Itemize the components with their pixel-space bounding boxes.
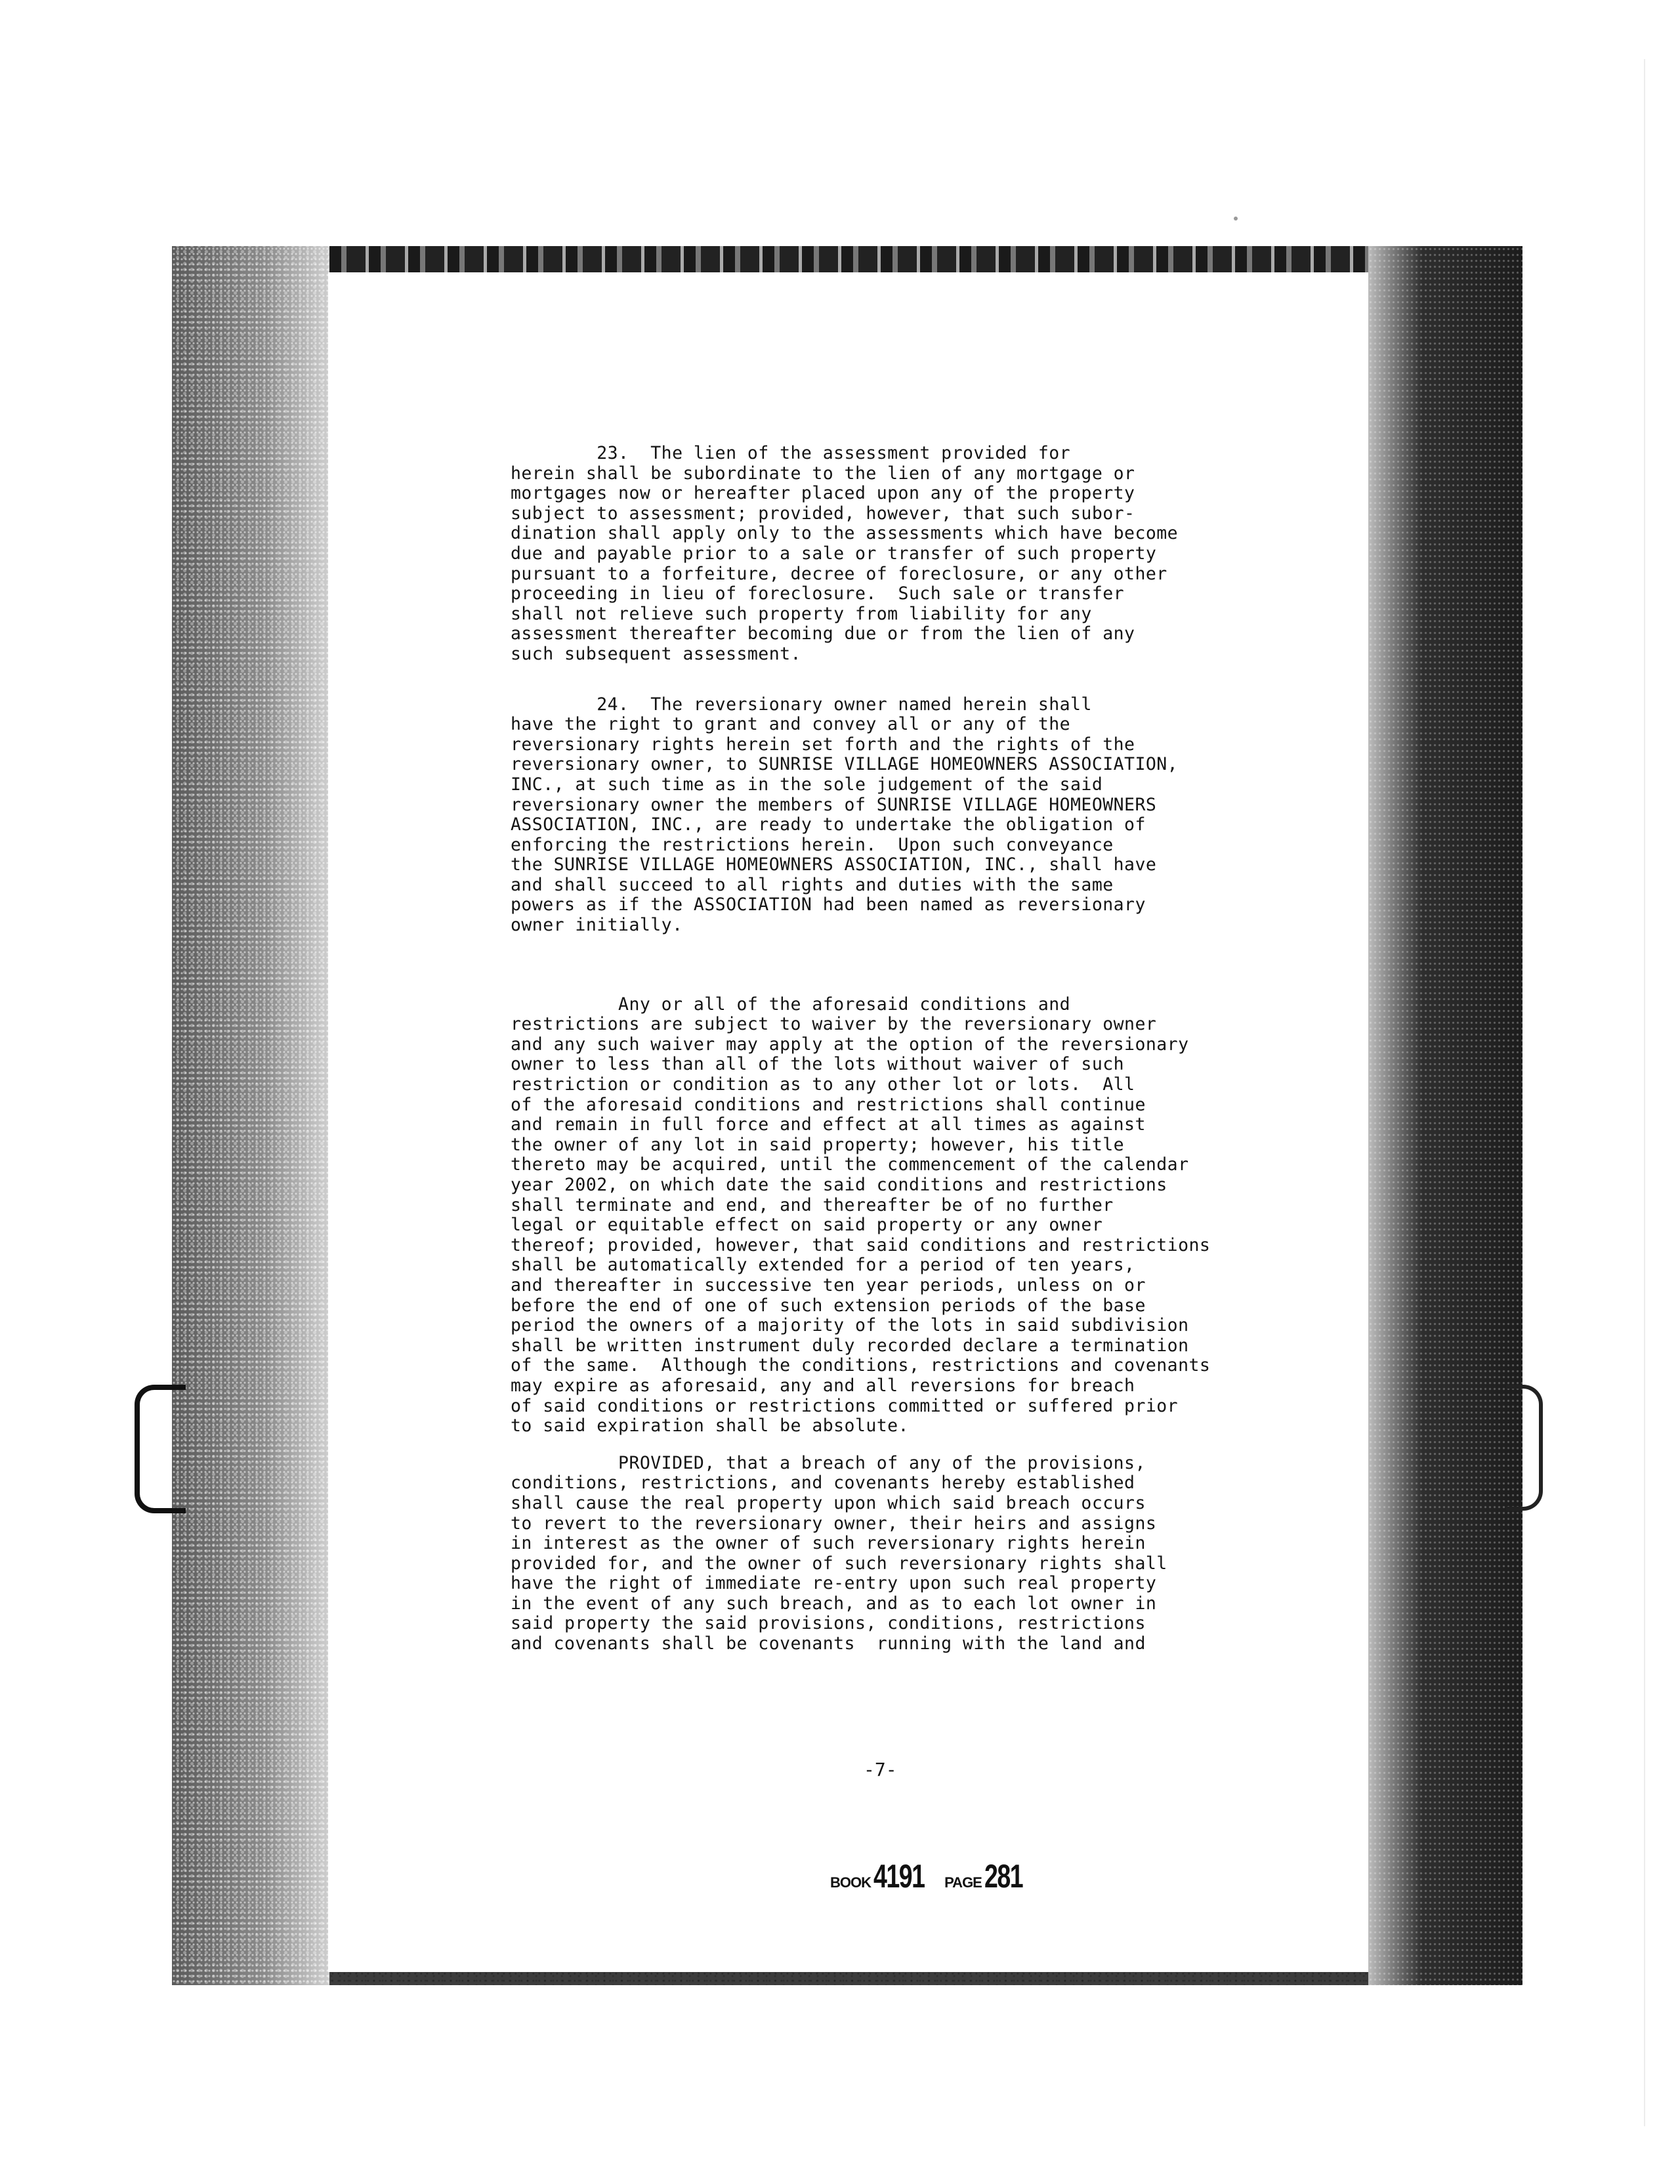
text-line: shall be automatically extended for a period of ten years,	[511, 1255, 1135, 1276]
text-line: in interest as the owner of such reversionary rights herein	[511, 1533, 1146, 1554]
page-number: -7-	[864, 1759, 897, 1780]
text-line: owner initially.	[511, 915, 683, 936]
text-line: may expire as aforesaid, any and all reversions for breach	[511, 1375, 1135, 1396]
document-body	[511, 444, 1344, 1654]
text-line: and remain in full force and effect at all times as against	[511, 1114, 1146, 1135]
text-line: thereto may be acquired, until the commencement of the calendar	[511, 1154, 1189, 1175]
text-line: due and payable prior to a sale or transfer of such property	[511, 543, 1157, 564]
text-line: shall terminate and end, and thereafter be of no further	[511, 1194, 1114, 1215]
text-line: shall cause the real property upon which said breach occurs	[511, 1492, 1146, 1513]
text-line: reversionary rights herein set forth and the rights of the	[511, 734, 1135, 755]
text-line: restrictions are subject to waiver by the reversionary owner	[511, 1014, 1157, 1035]
text-line: mortgages now or hereafter placed upon any of the property	[511, 483, 1135, 504]
scan-shadow-left	[172, 246, 329, 1985]
text-line: and any such waiver may apply at the option of the reversionary	[511, 1034, 1189, 1055]
text-line: conditions, restrictions, and covenants hereby established	[511, 1473, 1135, 1494]
text-line: powers as if the ASSOCIATION had been named as reversionary	[511, 894, 1146, 915]
text-line: 24. The reversionary owner named herein shall	[511, 694, 1092, 715]
text-line: 23. The lien of the assessment provided for	[511, 443, 1071, 463]
text-line: assessment thereafter becoming due or from the lien of any	[511, 623, 1135, 644]
scan-shadow-right	[1368, 246, 1522, 1985]
book-page-stamp	[830, 1857, 1036, 1895]
page-label: PAGE	[944, 1874, 982, 1891]
text-line: period the owners of a majority of the lots in said subdivision	[511, 1315, 1189, 1336]
text-line: of said conditions or restrictions committed or suffered prior	[511, 1395, 1179, 1416]
text-line: and thereafter in successive ten year periods, unless on or	[511, 1274, 1146, 1295]
text-line: Any or all of the aforesaid conditions and	[511, 994, 1071, 1015]
text-line: subject to assessment; provided, however, that such subor-	[511, 503, 1135, 524]
text-line: before the end of one of such extension periods of the base	[511, 1295, 1146, 1316]
text-line: and shall succeed to all rights and duties with the same	[511, 874, 1114, 895]
text-line: the owner of any lot in said property; however, his title	[511, 1134, 1125, 1155]
paragraph-23	[511, 444, 1344, 665]
text-line: INC., at such time as in the sole judgement of the said	[511, 774, 1103, 795]
text-line: enforcing the restrictions herein. Upon such conveyance	[511, 834, 1114, 855]
text-line: proceeding in lieu of foreclosure. Such sale or transfer	[511, 583, 1125, 604]
binding-bracket-left	[135, 1385, 186, 1513]
text-line: legal or equitable effect on said property or any owner	[511, 1215, 1103, 1236]
paragraph-waiver	[511, 995, 1344, 1437]
text-line: have the right of immediate re-entry upon such real property	[511, 1573, 1157, 1594]
text-line: of the same. Although the conditions, restrictions and covenants	[511, 1355, 1211, 1376]
text-line: PROVIDED, that a breach of any of the provisions,	[511, 1452, 1146, 1473]
text-line: owner to less than all of the lots without waiver of such	[511, 1054, 1125, 1075]
text-line: the SUNRISE VILLAGE HOMEOWNERS ASSOCIATION, INC., shall have	[511, 854, 1157, 875]
text-line: shall be written instrument duly recorded declare a termination	[511, 1335, 1189, 1356]
text-line: have the right to grant and convey all or any of the	[511, 714, 1071, 735]
text-line: reversionary owner, to SUNRISE VILLAGE HOMEOWNERS ASSOCIATION,	[511, 754, 1179, 775]
text-line: herein shall be subordinate to the lien of any mortgage or	[511, 463, 1135, 484]
text-line: in the event of any such breach, and as to each lot owner in	[511, 1593, 1157, 1614]
text-line: year 2002, on which date the said conditions and restrictions	[511, 1175, 1167, 1195]
text-line: dination shall apply only to the assessments which have become	[511, 523, 1179, 544]
text-line: of the aforesaid conditions and restrictions shall continue	[511, 1094, 1146, 1115]
text-line: said property the said provisions, conditions, restrictions	[511, 1613, 1146, 1634]
book-number: 4191	[873, 1858, 925, 1895]
scan-edge-line	[1644, 59, 1645, 2126]
text-line: such subsequent assessment.	[511, 643, 801, 664]
text-line: provided for, and the owner of such reversionary rights shall	[511, 1553, 1167, 1574]
text-line: to revert to the reversionary owner, their heirs and assigns	[511, 1513, 1157, 1534]
text-line: pursuant to a forfeiture, decree of foreclosure, or any other	[511, 563, 1167, 584]
text-line: ASSOCIATION, INC., are ready to undertake the obligation of	[511, 814, 1146, 835]
text-line: thereof; provided, however, that said conditions and restrictions	[511, 1234, 1211, 1255]
binding-bracket-right	[1506, 1385, 1543, 1511]
text-line: and covenants shall be covenants running with the land and	[511, 1633, 1146, 1654]
scan-speck	[1234, 217, 1238, 220]
text-line: to said expiration shall be absolute.	[511, 1416, 909, 1437]
paragraph-24	[511, 695, 1344, 936]
text-line: shall not relieve such property from liability for any	[511, 603, 1092, 624]
text-line: restriction or condition as to any other lot or lots. All	[511, 1074, 1135, 1095]
stamp-page-number: 281	[984, 1858, 1023, 1895]
text-line: reversionary owner the members of SUNRISE VILLAGE HOMEOWNERS	[511, 794, 1157, 815]
paragraph-provided	[511, 1454, 1344, 1654]
book-label: BOOK	[830, 1874, 871, 1891]
